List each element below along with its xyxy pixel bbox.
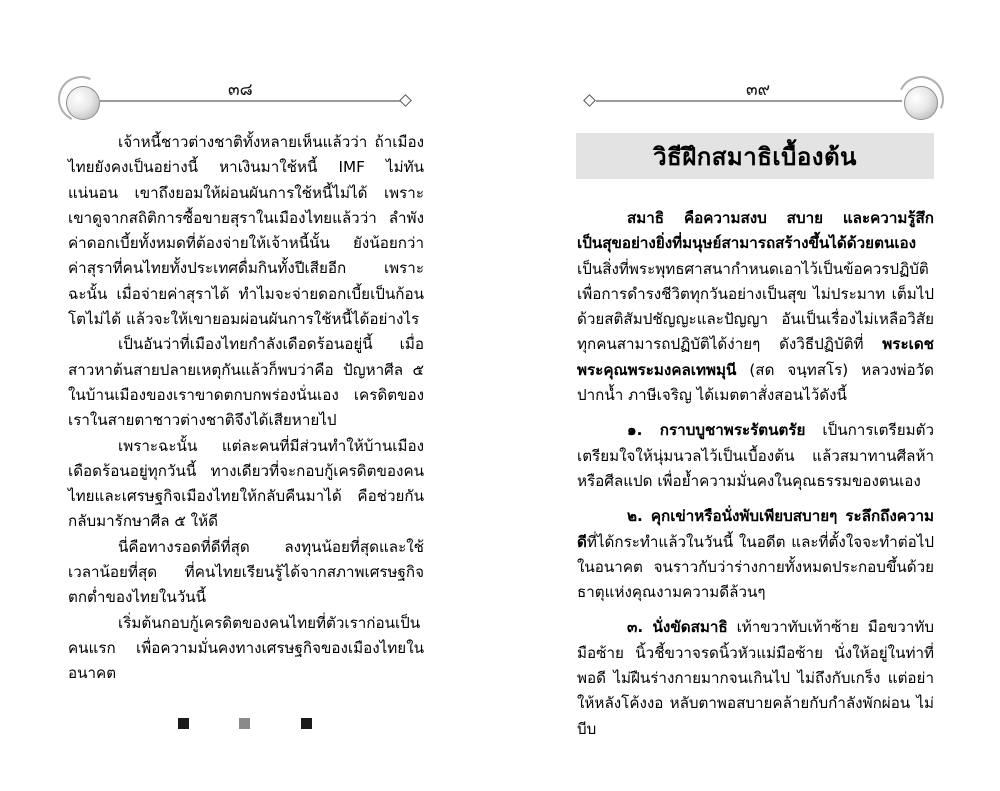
step-paragraph [577,615,934,741]
step-text: เป็นการเตรียมตัวเตรียมใจให้นุ่มนวลไว้เป็นเบื้องต้น แล้วสมาทานศีลห้า หรือศีลแปด เพื่อย้ำความมั่นคงในคุณธรรมของตนเอง [577,421,934,490]
step-heading: ๑. กราบบูชาพระรัตนตรัย [627,421,806,440]
paragraph: เริ่มต้นกอบกู้เครดิตของคนไทยที่ตัวเราก่อนเป็นคนแรก เพื่อความมั่นคงทางเศรษฐกิจของเมืองไทยในอนาคต [68,613,424,683]
square-ornament-icon [301,718,312,729]
step-text: ที่ได้กระทำแล้วในวันนี้ ในอดีต และที่ตั้งใจจะทำต่อไปในอนาคต จนราวกับว่าร่างกายทั้งหมดประกอบขึ้นด้วยธาตุแห่งคุณงามความดีล้วนๆ [577,532,934,602]
diamond-ornament-icon [583,94,596,107]
right-page [500,0,1000,791]
decorative-circle-icon [66,86,100,120]
left-body-text [68,130,424,687]
paragraph: เป็นอันว่าที่เมืองไทยกำลังเดือดร้อนอยู่นี้ เมื่อสาวหาต้นสายปลายเหตุกันแล้วก็พบว่าคือ ปัญหาศีล ๕ ในบ้านเมืองของเราขาดตกบกพร่องนั่นเอง เครดิตของเราในสายตาชาวต่างชาติจึงได้เสียหายไป [68,335,424,430]
step-paragraph [577,504,934,605]
step-text: เท้าขวาทับเท้าซ้าย มือขวาทับมือซ้าย นิ้วชี้ขวาจรดนิ้วหัวแม่มือซ้าย นั่งให้อยู่ในท่าที่พอดี ไม่ฝืนร่างกายมากจนเกินไป ไม่ถึงกับเกร็ง แต่อย่าให้หลังโค้งงอ หลับตาพอสบายคล้ายกับกำลังพักผ่อน ไม่บีบ [577,618,934,738]
paragraph: เพราะฉะนั้น แต่ละคนที่มีส่วนทำให้บ้านเมืองเดือดร้อนอยู่ทุกวันนี้ ทางเดียวที่จะกอบกู้เครดิตของคนไทยและเศรษฐกิจเมืองไทยให้กลับคืนมาได้ คือช่วยกันกลับมารักษาศีล ๕ ให้ดี [68,436,424,531]
intro-text: เป็นสิ่งที่พระพุทธศาสนากำหนดเอาไว้เป็นข้อควรปฏิบัติ เพื่อการดำรงชีวิตทุกวันอย่างเป็นสุข ไม่ประมาท เต็มไปด้วยสติสัมปชัญญะและปัญญา อันเป็นเรื่องไม่เหลือวิสัย ทุกคนสามารถปฏิบัติได้ง่ายๆ ดังวิธีปฏิบัติที่ [577,259,934,354]
teacher-name: พระเดชพระคุณพระมงคลเทพมุนี [577,335,934,379]
square-ornament-icon [178,718,189,729]
page-number: ๓๙ [746,80,771,100]
paragraph: เจ้าหนี้ชาวต่างชาติทั้งหลายเห็นแล้วว่า ถ้าเมืองไทยยังคงเป็นอย่างนี้ หาเงินมาใช้หนี้ IMF ไม่ทันแน่นอน เขาถึงยอมให้ผ่อนผันการใช้หนี้ไม่ได้ เพราะเขาดูจากสถิติการซื้อขายสุราในเมืองไทยแล้วว่า ลำพังค่าดอกเบี้ยทั้งหมดที่ต้องจ่ายให้เจ้าหนี้นั้น ยังน้อยกว่าค่าสุราที่คนไทยทั้งประเทศดื่มกินทั้งปีเสียอีก เพราะฉะนั้น เมื่อจ่ายค่าสุราได้ ทำไมจะจ่ายดอกเบี้ยเป็นก้อนโตไม่ได้ แล้วจะให้เขายอมผ่อนผันการใช้หนี้ได้อย่างไร [68,133,424,329]
step-paragraph [577,418,934,494]
step-heading: ๒. คุกเข่าหรือนั่งพับเพียบสบายๆ ระลึกถึงความดี [577,507,934,551]
paragraph: นี่คือทางรอดที่ดีที่สุด ลงทุนน้อยที่สุดและใช้เวลาน้อยที่สุด ที่คนไทยเรียนรู้ได้จากสภาพเศรษฐกิจตกต่ำของไทยในวันนี้ [68,537,424,607]
intro-text-end: (สด จนฺทสโร) หลวงพ่อวัดปากน้ำ ภาษีเจริญ ได้เมตตาสั่งสอนไว้ดังนี้ [577,360,934,405]
right-body-text [577,206,934,742]
decorative-circle-icon [904,86,938,120]
step-heading: ๓. นั่งขัดสมาธิ [627,618,728,637]
square-ornament-icon [239,718,250,729]
intro-paragraph [577,206,934,408]
diamond-ornament-icon [399,94,412,107]
intro-bold-text: สมาธิ คือความสงบ สบาย และความรู้สึกเป็นสุขอย่างยิ่งที่มนุษย์สามารถสร้างขึ้นได้ด้วยตนเอง [577,209,934,253]
chapter-title: วิธีฝึกสมาธิเบื้องต้น [653,142,857,171]
chapter-title-banner [576,133,934,179]
page-number: ๓๘ [228,80,253,100]
